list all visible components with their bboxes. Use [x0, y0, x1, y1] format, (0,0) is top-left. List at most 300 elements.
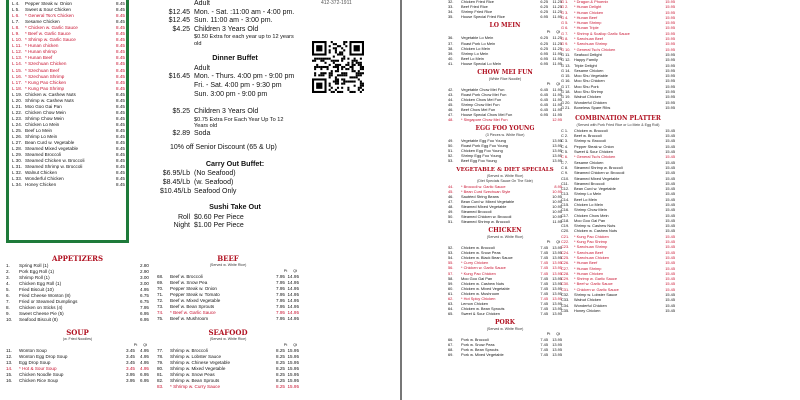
- item-name: House Special Chow Mei Fun: [461, 112, 513, 118]
- carry-out-line: [160, 179, 310, 188]
- item-name: Chicken w. Black Bean Sauce: [461, 255, 513, 261]
- item-price: 15.45: [665, 302, 675, 308]
- item-name: Sweet & Sour Chicken: [461, 311, 500, 317]
- item-price: 7.95: [276, 273, 285, 279]
- item-name: * Dragon & Phoenix: [574, 0, 609, 4]
- item-price: 6.95: [540, 60, 548, 66]
- qt-label: Qt: [556, 81, 560, 86]
- menu-item-row[interactable]: [157, 316, 299, 322]
- item-price: 15.95: [665, 67, 675, 73]
- sushi-title: Sushi Take Out: [209, 202, 261, 212]
- senior-discount: 10% off Senior Discount (65 & Up): [170, 144, 277, 152]
- item-price: 7.95: [276, 297, 285, 303]
- phone-number: 412-372-1911: [321, 0, 352, 6]
- item-price: 15.45: [665, 201, 675, 207]
- item-name: Chicken Chow Mei Fun: [461, 96, 502, 102]
- item-price: 15.95: [665, 30, 675, 36]
- item-number: C34.: [561, 302, 570, 308]
- menu-item-row[interactable]: [561, 308, 675, 313]
- item-number: L 15.: [12, 67, 23, 73]
- item-number: L 29.: [12, 152, 23, 158]
- item-price: 8.45: [116, 103, 125, 109]
- item-number: L 23.: [12, 115, 23, 121]
- item-price: 15.95: [665, 104, 675, 110]
- menu-item-row[interactable]: [157, 384, 299, 390]
- item-price: 8.45: [116, 19, 125, 25]
- item-number: 46.: [448, 107, 454, 113]
- item-price: 8.45: [116, 146, 125, 152]
- item-name: * General Tso's Chicken: [574, 154, 616, 160]
- item-price: 8.45: [116, 7, 125, 13]
- item-number: C20.: [561, 228, 570, 234]
- carry-out-price: $10.45/Lb: [160, 187, 192, 195]
- item-number: G 9.: [561, 41, 569, 47]
- item-price: 15.45: [665, 292, 675, 298]
- item-name: * Szechuan Chicken: [574, 254, 610, 260]
- item-number: C21.: [561, 233, 570, 239]
- item-price-quart: 8.95: [554, 183, 562, 189]
- item-price: 15.45: [665, 276, 675, 282]
- menu-item-row[interactable]: [448, 311, 562, 316]
- item-name: Steamed Shrimp w. Broccoli: [25, 164, 83, 170]
- item-price: 8.45: [116, 55, 125, 61]
- item-price: 6.95: [540, 14, 548, 20]
- carry-out-text: (w. Seafood): [194, 178, 234, 186]
- item-price-quart: 13.95: [552, 311, 562, 317]
- menu-item-row[interactable]: [448, 117, 562, 122]
- item-price: 15.95: [665, 78, 675, 84]
- menu-item-row[interactable]: [12, 182, 125, 188]
- item-name: * Shrimp & Scallop Garlic Sauce: [574, 30, 630, 36]
- item-price: 6.25: [540, 9, 548, 15]
- item-name: * Beef w. Garlic Sauce: [170, 309, 216, 315]
- item-name: * General Tso's Chicken: [574, 46, 616, 52]
- item-price: 7.45: [540, 285, 548, 291]
- item-number: 52.: [448, 153, 454, 159]
- item-number: 69.: [157, 279, 164, 285]
- item-price: 7.95: [276, 309, 285, 315]
- item-price: 3.00: [140, 281, 149, 287]
- diet-subtitle-2: (Diet Specials Sauce On The Side): [477, 179, 533, 184]
- combo-platter-list: [561, 128, 675, 313]
- item-price: 8.45: [116, 115, 125, 121]
- chicken-title: CHICKEN: [488, 227, 522, 235]
- item-price-quart: 13.95: [552, 301, 562, 307]
- item-price-quart: 15.95: [287, 371, 299, 377]
- item-price: 6.45: [540, 107, 548, 113]
- item-price: 6.45: [540, 91, 548, 97]
- item-name: Beef w. Broccoli: [170, 273, 203, 279]
- item-number: G 20.: [561, 99, 571, 105]
- middle-column: [448, 0, 562, 357]
- item-price: 7.45: [540, 260, 548, 266]
- item-price: [534, 158, 548, 163]
- item-price: 7.45: [540, 270, 548, 276]
- pt-label: Pt: [283, 268, 288, 273]
- menu-item-row[interactable]: [448, 61, 562, 66]
- menu-item-row[interactable]: [448, 219, 562, 224]
- item-name: Moo Shu Vegetable: [574, 73, 608, 79]
- item-name: Moo Shu Pork: [574, 83, 599, 89]
- item-name: Seafood Biscuit (8): [19, 317, 58, 323]
- item-price: 15.45: [665, 239, 675, 245]
- item-price-quart: 13.95: [552, 137, 562, 143]
- item-name: Sweet & Sour Chicken: [574, 149, 613, 155]
- item-number: 32.: [448, 0, 454, 4]
- item-number: 80.: [157, 365, 164, 371]
- item-price: 8.25: [276, 359, 285, 365]
- lunch-price: $4.25: [172, 25, 190, 33]
- item-name: Chicken Fried Rice: [461, 0, 494, 4]
- item-price: 15.45: [665, 159, 675, 165]
- diet-list: [448, 184, 562, 225]
- item-number: 52.: [448, 245, 454, 251]
- item-number: L 6.: [12, 13, 20, 19]
- item-price-quart: 13.95: [552, 347, 562, 353]
- item-name: * General Tso's Chicken: [25, 13, 74, 19]
- item-name: * Szechuan Beef: [574, 249, 603, 255]
- item-number: 44.: [448, 96, 454, 102]
- menu-item-row[interactable]: [561, 105, 675, 110]
- carry-out-price: $8.45/Lb: [162, 178, 190, 186]
- item-name: Chicken w. Snow Peas: [461, 250, 501, 256]
- item-name: Beef Lo Mein: [461, 55, 484, 61]
- item-number: L 12.: [12, 49, 23, 55]
- item-price-quart: 13.95: [552, 270, 562, 276]
- item-number: C13.: [561, 191, 570, 197]
- item-price-quart: 10.95: [552, 193, 562, 199]
- item-name: Beef w. Mushroom: [170, 315, 209, 321]
- item-number: G 12.: [561, 57, 571, 63]
- item-price: 6.45: [540, 102, 548, 107]
- item-number: 6.: [6, 293, 10, 299]
- item-number: G 8.: [561, 36, 569, 42]
- item-price-quart: 12.95: [552, 117, 562, 123]
- item-number: G 10.: [561, 46, 571, 52]
- item-price-quart: 15.95: [287, 353, 299, 359]
- carry-out-price: $6.95/Lb: [162, 170, 190, 178]
- item-name: Shrimp w. Snow Peas: [170, 371, 215, 377]
- item-price-quart: 11.95: [552, 107, 562, 113]
- item-name: Beef w. Bean Sprouts: [170, 303, 215, 309]
- qt-label: Qt: [143, 343, 147, 348]
- soda: Soda: [194, 129, 211, 137]
- item-name: Steamed Chicken w. Broccoli: [25, 158, 85, 164]
- menu-item-row[interactable]: [448, 14, 562, 19]
- item-price: 15.45: [665, 270, 675, 276]
- chow-mei-fun-title: CHOW MEI FUN: [477, 69, 533, 77]
- item-name: Sesame Chicken: [25, 19, 60, 25]
- item-name: * Kung Pao Shrimp: [574, 239, 608, 245]
- item-price: 15.45: [665, 191, 675, 197]
- item-price: 6.25: [540, 0, 548, 4]
- egg-foo-young-title: EGG FOO YOUNG: [475, 125, 535, 133]
- item-price: 8.45: [116, 121, 125, 127]
- item-number: 73.: [157, 303, 164, 309]
- item-number: G 16.: [561, 78, 571, 84]
- item-number: G 17.: [561, 83, 571, 89]
- item-number: 69.: [448, 352, 454, 358]
- item-name: * Hunan Chicken: [574, 270, 604, 276]
- appetizers-section: [6, 252, 149, 384]
- item-price: 15.45: [665, 133, 675, 139]
- lunch-line: [160, 17, 310, 26]
- item-price: 8.45: [116, 140, 125, 146]
- item-name: Beef Fried Rice: [461, 4, 488, 10]
- pork-title: PORK: [495, 319, 515, 327]
- item-price: 8.25: [276, 365, 285, 371]
- item-number: 57.: [448, 270, 454, 276]
- menu-item-row[interactable]: [448, 352, 562, 357]
- menu-item-row[interactable]: [6, 317, 149, 323]
- item-name: Chicken w. Mixed Vegetable: [461, 285, 510, 291]
- pt-label: Pt: [546, 30, 551, 35]
- item-price: 8.45: [116, 49, 125, 55]
- item-number: 58.: [448, 275, 454, 281]
- item-price: [534, 117, 548, 122]
- item-name: Shrimp Roll (1): [19, 275, 50, 281]
- item-price: 6.75: [140, 293, 149, 299]
- item-name: * Kung Pao Chicken: [25, 79, 67, 85]
- item-number: 49.: [448, 137, 454, 143]
- item-name: Bean Curd w. Vegetable: [25, 140, 75, 146]
- item-name: Chicken Noodle Soup: [19, 372, 64, 378]
- item-number: C 9.: [561, 170, 569, 176]
- item-number: 55.: [448, 260, 454, 266]
- item-price: 8.45: [116, 25, 125, 31]
- item-number: 82.: [157, 377, 164, 383]
- qt-label: Qt: [556, 30, 560, 35]
- item-name: Shrimp Chow Mein: [574, 207, 607, 213]
- item-number: L 11.: [12, 43, 22, 49]
- item-price-quart: 11.95: [552, 91, 562, 97]
- item-name: Lemon Chicken: [461, 301, 489, 307]
- item-price: 7.45: [540, 280, 548, 286]
- item-number: 68.: [448, 347, 454, 353]
- item-price: 15.45: [665, 127, 675, 133]
- item-price: 15.45: [665, 170, 675, 176]
- item-price: 15.45: [665, 207, 675, 213]
- item-name: * Shrimp w. Garlic Sauce: [574, 276, 618, 282]
- item-number: 83.: [157, 383, 164, 389]
- item-name: * Shrimp w. Garlic Sauce: [25, 37, 76, 43]
- item-name: Shrimp w. Broccoli: [170, 347, 208, 353]
- item-name: Sesame Chicken: [574, 159, 604, 165]
- item-name: Pork w. Bean Sprouts: [461, 347, 499, 353]
- chow-mei-fun-subtitle: (White Rice Noodle): [488, 77, 522, 82]
- item-price: 7.45: [540, 342, 548, 348]
- item-price: 3.45: [126, 354, 135, 360]
- item-price: 7.45: [540, 301, 548, 307]
- item-price-quart: 14.95: [287, 279, 299, 285]
- lunch-note: $0.50 Extra for each year up to 12 years old: [194, 34, 294, 47]
- item-price: 7.45: [540, 337, 548, 343]
- item-name: Fried Cheese Wonton (8): [19, 293, 71, 299]
- item-number: L 10.: [12, 37, 23, 43]
- item-price: 6.95: [140, 317, 149, 323]
- item-price: 8.25: [276, 353, 285, 359]
- item-name: House Special Lo Mein: [461, 60, 502, 66]
- item-price: 7.95: [276, 291, 285, 297]
- item-number: C 4.: [561, 143, 569, 149]
- item-name: Triple Delight: [574, 62, 597, 68]
- item-name: Beef Lo Mein: [25, 127, 53, 133]
- item-name: Bean Curd w. Vegetable: [574, 186, 616, 192]
- lunch-price: $12.45: [168, 17, 190, 25]
- item-name: Pork w. Mixed Vegetable: [461, 352, 504, 358]
- item-price: 8.45: [116, 73, 125, 79]
- item-price: 7.45: [540, 245, 548, 251]
- item-price-quart: 6.95: [140, 372, 149, 378]
- item-price: 8.25: [276, 371, 285, 377]
- item-number: 10.: [6, 317, 13, 323]
- item-number: C26.: [561, 260, 570, 266]
- lunch-head: Adult: [194, 0, 210, 7]
- item-price: 2.80: [140, 263, 149, 268]
- item-number: 61.: [448, 290, 454, 296]
- item-name: * Kung Pao Chicken: [461, 270, 496, 276]
- item-price-quart: 13.95: [552, 245, 562, 251]
- item-number: G 5.: [561, 20, 569, 26]
- item-name: Chicken w. Cashew Nuts: [574, 228, 618, 234]
- item-name: Spring Roll (1): [19, 263, 49, 268]
- item-name: * Singapore Chow Mei Fun: [461, 117, 508, 123]
- item-price-quart: 10.95: [552, 209, 562, 215]
- menu-item-row[interactable]: [6, 378, 149, 384]
- item-number: G 1.: [561, 0, 569, 4]
- item-price-quart: 13.95: [552, 158, 562, 164]
- item-number: 41.: [448, 60, 454, 66]
- item-name: Roast Pork Egg Foo Young: [461, 143, 508, 149]
- item-price: 15.95: [665, 41, 675, 47]
- item-name: * Broccoli w. Garlic Sauce: [461, 183, 506, 189]
- seafood-title: SEAFOOD: [208, 328, 248, 338]
- item-number: C14.: [561, 196, 570, 202]
- sushi-text: $1.00 Per Piece: [194, 222, 244, 230]
- item-price: 6.95: [540, 112, 548, 118]
- item-name: Moo Shu Shrimp: [574, 89, 603, 95]
- item-number: 62.: [448, 296, 454, 301]
- seafood-list: [157, 348, 299, 390]
- item-price: 8.45: [116, 109, 125, 115]
- item-number: L 34.: [12, 182, 23, 188]
- item-number: L 17.: [12, 79, 23, 85]
- item-number: C11.: [561, 180, 569, 186]
- lunch-line: [160, 26, 310, 35]
- item-price: 15.95: [665, 36, 675, 42]
- item-price: 15.95: [665, 62, 675, 68]
- item-price-quart: 11.25: [552, 45, 562, 51]
- item-name: Shrimp Chow Mein: [25, 115, 64, 121]
- item-number: L 26.: [12, 134, 23, 140]
- sushi-line: [160, 222, 310, 231]
- item-name: Chicken w. Cashew Nuts: [461, 280, 505, 286]
- item-name: Wonderful Chicken: [574, 99, 607, 105]
- item-price-quart: 13.95: [552, 148, 562, 154]
- item-price-quart: 11.95: [552, 60, 562, 66]
- carry-out-text: Seafood Only: [194, 187, 237, 195]
- lunch-line: [160, 9, 310, 18]
- egg-foo-young-list: [448, 138, 562, 163]
- item-price: 8.45: [116, 13, 125, 19]
- item-name: Honey Chicken: [574, 307, 601, 313]
- item-name: * Bean Curd Szechuan Style: [461, 188, 511, 194]
- item-number: 64.: [448, 306, 454, 312]
- carry-out-line: [160, 188, 310, 197]
- item-number: 65.: [448, 311, 454, 317]
- item-name: Shrimp w. Lobster Sauce: [574, 292, 618, 298]
- item-price: 15.95: [665, 83, 675, 89]
- item-price-quart: 15.95: [287, 347, 299, 353]
- item-price: 7.45: [540, 296, 548, 301]
- item-name: Walnut Chicken: [25, 170, 57, 176]
- item-name: Wonton Soup: [19, 348, 47, 354]
- item-name: * Kung Pao Shrimp: [25, 85, 65, 91]
- qt-label: Qt: [293, 342, 297, 347]
- pt-label: Pt: [546, 239, 551, 244]
- item-number: G 2.: [561, 4, 569, 10]
- item-name: Pepper Steak w. Onion: [170, 285, 217, 291]
- item-price: 15.95: [665, 4, 675, 10]
- item-number: C18.: [561, 217, 570, 223]
- item-name: Shrimp Chow Mei Fun: [461, 102, 500, 107]
- item-price: 15.95: [665, 9, 675, 15]
- item-number: 47.: [448, 112, 454, 118]
- item-number: G 14.: [561, 67, 571, 73]
- item-name: Shrimp Fried Rice: [461, 9, 493, 15]
- item-price-quart: 14.95: [287, 273, 299, 279]
- dinner-child: Children 3 Years Old: [194, 108, 259, 116]
- item-name: Chicken w. Bean Sprouts: [461, 306, 505, 312]
- item-price-quart: 15.95: [287, 377, 299, 383]
- item-number: 50.: [448, 214, 454, 220]
- item-price: 15.95: [665, 25, 675, 31]
- item-price-quart: 4.95: [140, 366, 149, 372]
- item-price: 15.95: [665, 20, 675, 26]
- menu-item-row[interactable]: [448, 158, 562, 163]
- item-price: 15.45: [665, 265, 675, 271]
- item-price: 15.95: [665, 94, 675, 100]
- item-price-quart: 4.95: [140, 360, 149, 366]
- item-name: * Kung Pao Chicken: [574, 233, 609, 239]
- item-price: 8.45: [116, 158, 125, 164]
- fried-rice-list: [448, 0, 562, 19]
- sushi-price: Night: [173, 222, 190, 230]
- item-name: Chicken Rice Soup: [19, 378, 59, 384]
- sushi-text: $0.60 Per Piece: [194, 213, 244, 221]
- item-price: 15.95: [665, 89, 675, 95]
- item-name: Boneless Spare Ribs: [574, 104, 611, 110]
- chicken-list: [448, 245, 562, 316]
- item-number: C 3.: [561, 138, 569, 144]
- item-price: 15.45: [665, 249, 675, 255]
- qt-label: Qt: [293, 268, 297, 273]
- item-number: C 5.: [561, 149, 569, 155]
- item-price: 8.45: [116, 67, 125, 73]
- item-price: 4.95: [140, 287, 149, 293]
- qr-code-icon[interactable]: [312, 41, 364, 93]
- pt-label: Pt: [283, 342, 288, 347]
- item-price: 15.95: [665, 46, 675, 52]
- item-number: 39.: [448, 50, 454, 56]
- item-name: Beef Lo Mein: [574, 196, 597, 202]
- item-price-quart: 10.95: [552, 188, 562, 194]
- item-price: 7.95: [276, 285, 285, 291]
- item-name: Bean Curd w. Mixed Vegetable: [461, 198, 515, 204]
- item-price: 8.45: [116, 97, 125, 103]
- carry-out-title: Carry Out Buffet:: [205, 158, 265, 168]
- item-price-quart: 10.95: [552, 198, 562, 204]
